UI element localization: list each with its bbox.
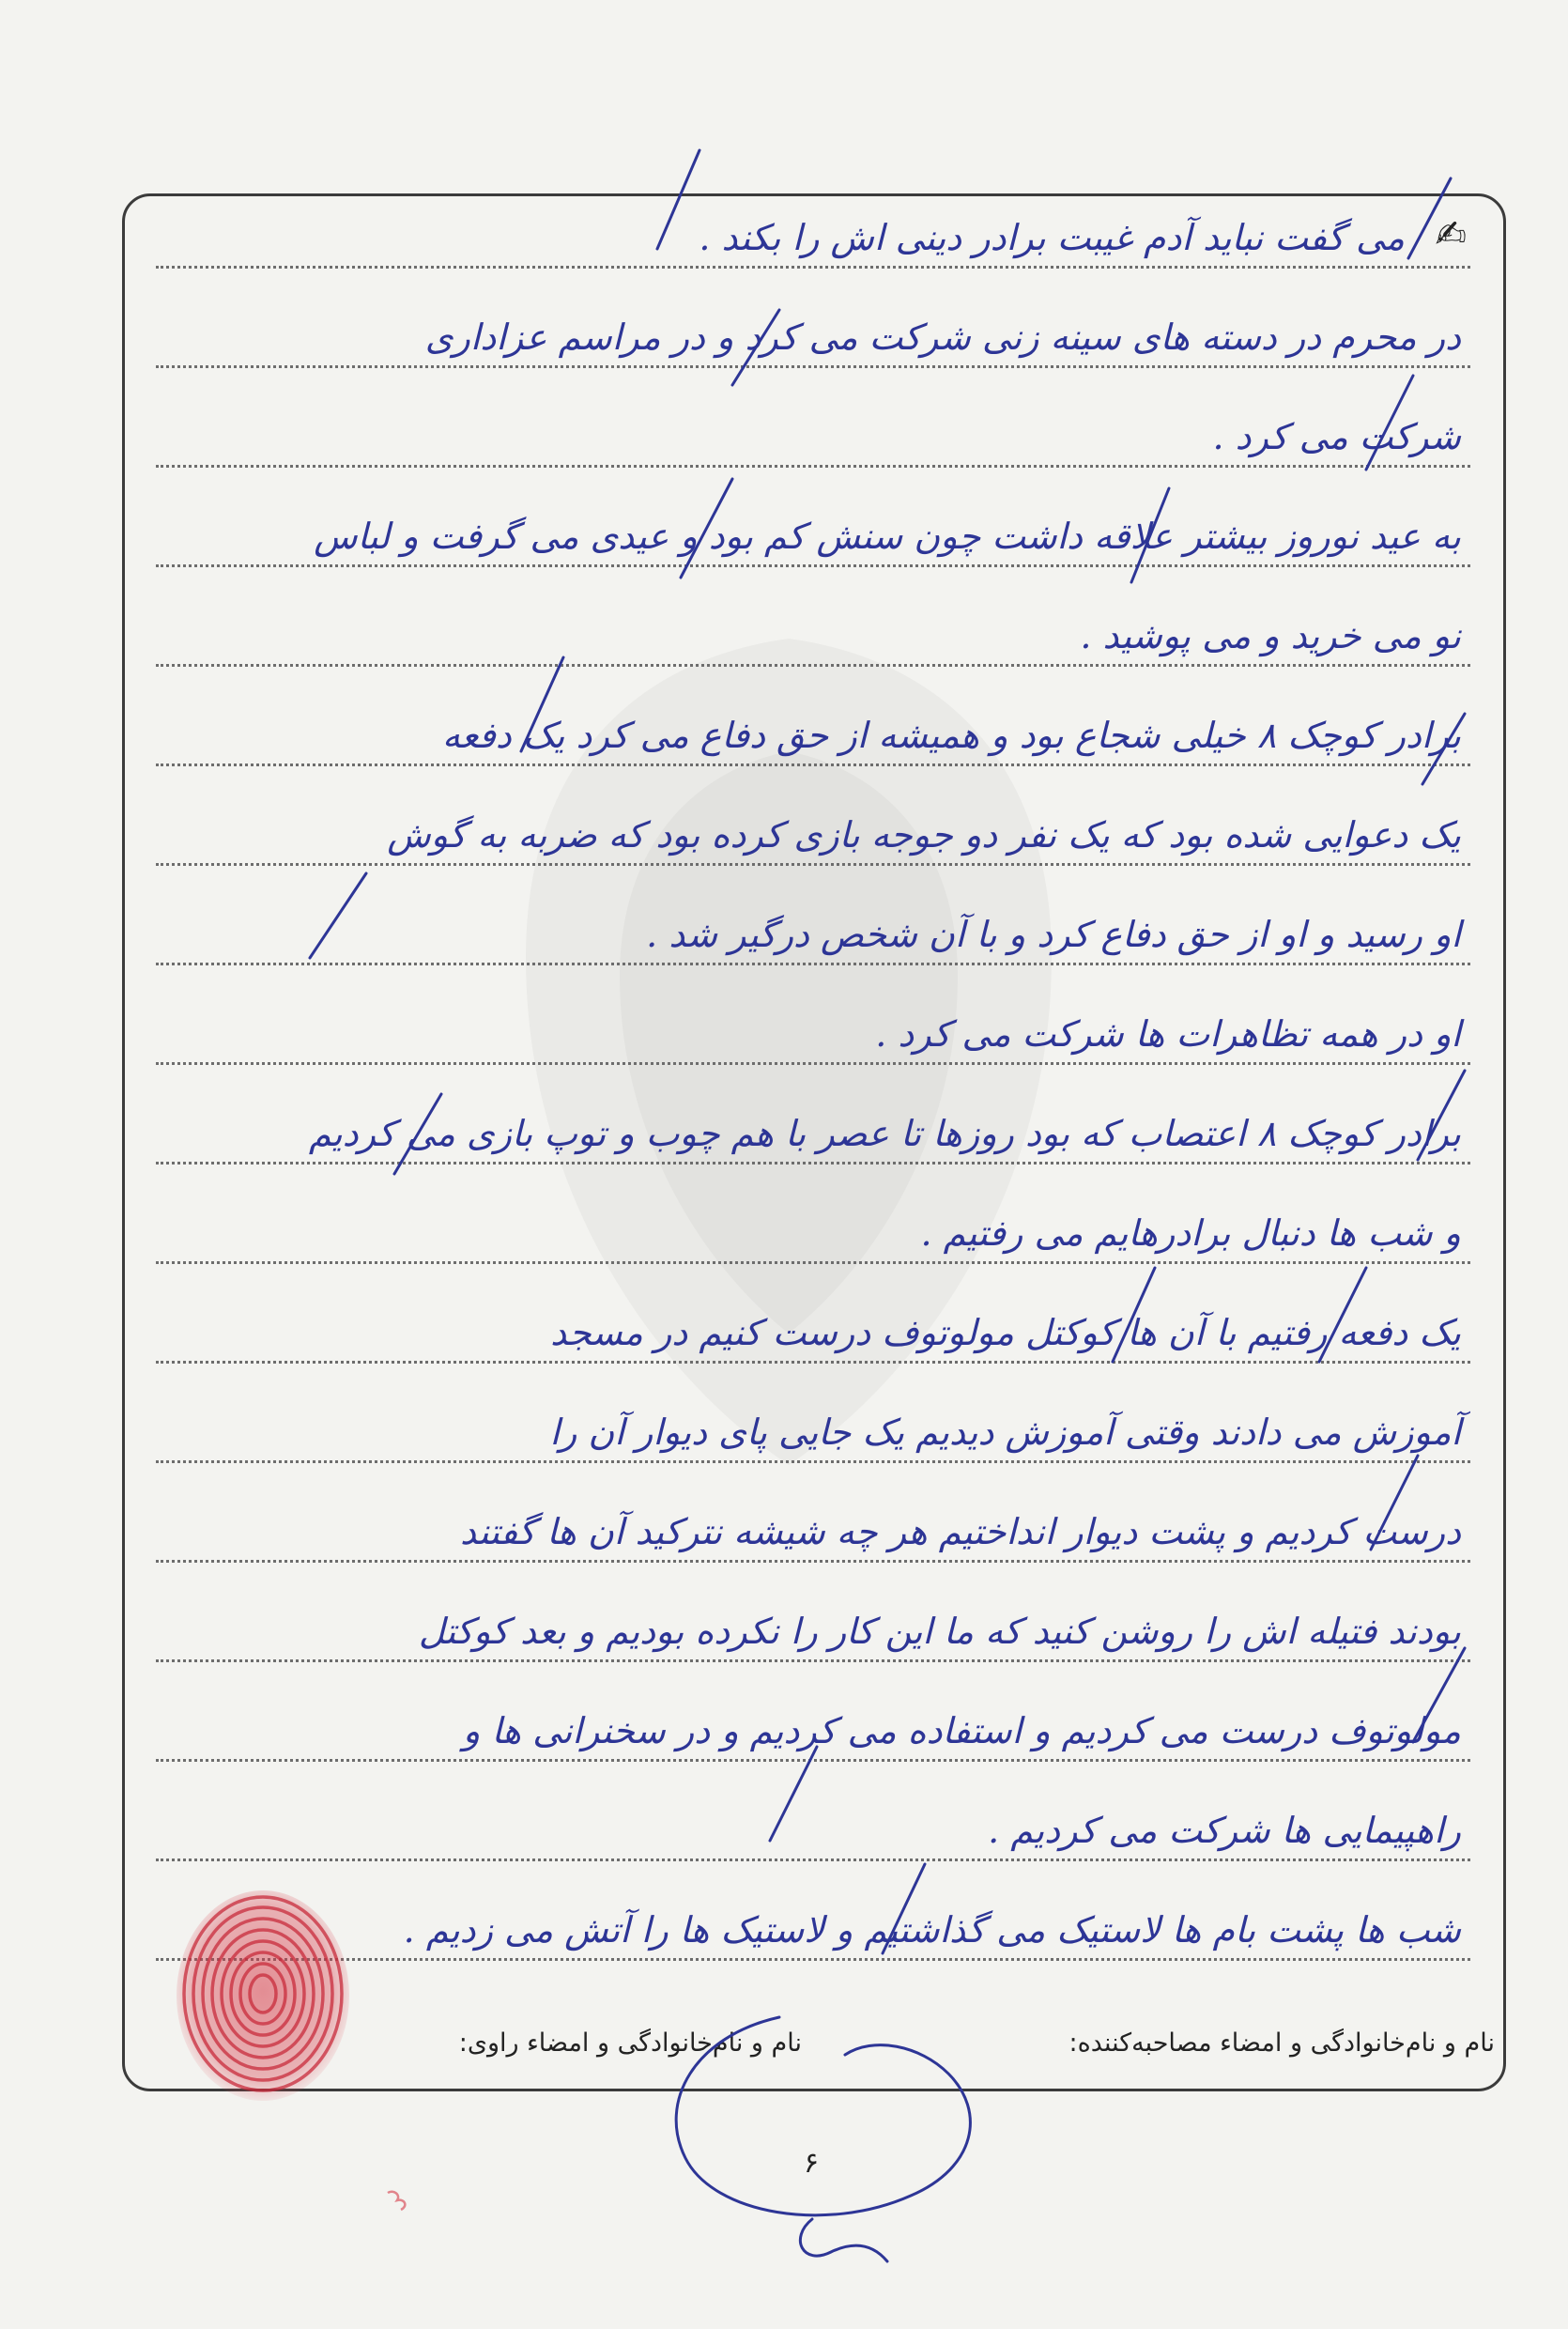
handwritten-text: به عید نوروز بیشتر علاقه داشت چون سنش کم بود و عیدی می گرفت و لباس	[314, 516, 1461, 557]
interviewer-signature-label: نام و نام‌خانوادگی و امضاء مصاحبه‌کننده:	[1068, 2028, 1495, 2058]
signature-scribble	[638, 1998, 1033, 2280]
handwritten-text: شرکت می کرد .	[1212, 416, 1461, 457]
handwritten-text: یک دعوایی شده بود که یک نفر دو جوجه بازی کرده بود که ضربه به گوش	[387, 814, 1461, 856]
text-line	[156, 269, 1470, 368]
text-line	[156, 468, 1470, 567]
page-number: ۶	[804, 2147, 820, 2180]
handwritten-text: برادر کوچک ۸ اعتصاب که بود روزها تا عصر با هم چوب و توپ بازی می کردیم	[308, 1113, 1461, 1154]
handwritten-text: راهپیمایی ها شرکت می کردیم .	[988, 1810, 1461, 1851]
narrator-signature-label: نام و نام‌خانوادگی و امضاء راوی:	[458, 2028, 802, 2058]
handwritten-text: در محرم در دسته های سینه زنی شرکت می کرد و در مراسم عزاداری	[424, 316, 1461, 358]
text-line	[156, 1164, 1470, 1264]
handwritten-text: او رسید و او از حق دفاع کرد و با آن شخص درگیر شد .	[646, 914, 1461, 955]
text-line	[156, 368, 1470, 468]
handwritten-text: او در همه تظاهرات ها شرکت می کرد .	[875, 1013, 1461, 1055]
handwritten-text: می گفت نباید آدم غیبت برادر دینی اش را بکند .	[699, 217, 1405, 258]
text-line	[156, 866, 1470, 965]
handwritten-text: و شب ها دنبال برادرهایم می رفتیم .	[920, 1212, 1461, 1254]
handwritten-text: شب ها پشت بام ها لاستیک می گذاشتیم و لاستیک ها را آتش می زدیم .	[403, 1909, 1461, 1951]
text-line	[156, 1264, 1470, 1364]
text-line	[156, 1463, 1470, 1563]
fingerprint-stamp	[169, 1883, 357, 2113]
handwritten-lines	[156, 169, 1470, 1961]
text-line	[156, 169, 1470, 269]
handwritten-text: بودند فتیله اش را روشن کنید که ما این کار را نکرده بودیم و بعد کوکتل	[418, 1611, 1461, 1652]
text-line	[156, 965, 1470, 1065]
text-line	[156, 667, 1470, 766]
handwritten-text: نو می خرید و می پوشید .	[1080, 615, 1461, 656]
text-line	[156, 766, 1470, 866]
handwritten-text: مولوتوف درست می کردیم و استفاده می کردیم و در سخنرانی ها و	[463, 1710, 1461, 1751]
pen-writing-icon: ✍	[1435, 213, 1467, 256]
handwritten-text: آموزش می دادند وقتی آموزش دیدیم یک جایی پای دیوار آن را	[549, 1411, 1461, 1453]
text-line	[156, 1364, 1470, 1463]
text-line	[156, 567, 1470, 667]
text-line	[156, 1762, 1470, 1861]
text-line	[156, 1563, 1470, 1662]
handwritten-text: درست کردیم و پشت دیوار انداختیم هر چه شیشه نترکید آن ها گفتند	[460, 1511, 1461, 1552]
red-ink-smudge	[380, 2183, 418, 2221]
handwritten-text: برادر کوچک ۸ خیلی شجاع بود و همیشه از حق دفاع می کرد یک دفعه	[441, 715, 1461, 756]
handwritten-text: یک دفعه رفتیم با آن ها کوکتل مولوتوف درست کنیم در مسجد	[550, 1312, 1461, 1353]
text-line	[156, 1662, 1470, 1762]
text-line	[156, 1065, 1470, 1164]
